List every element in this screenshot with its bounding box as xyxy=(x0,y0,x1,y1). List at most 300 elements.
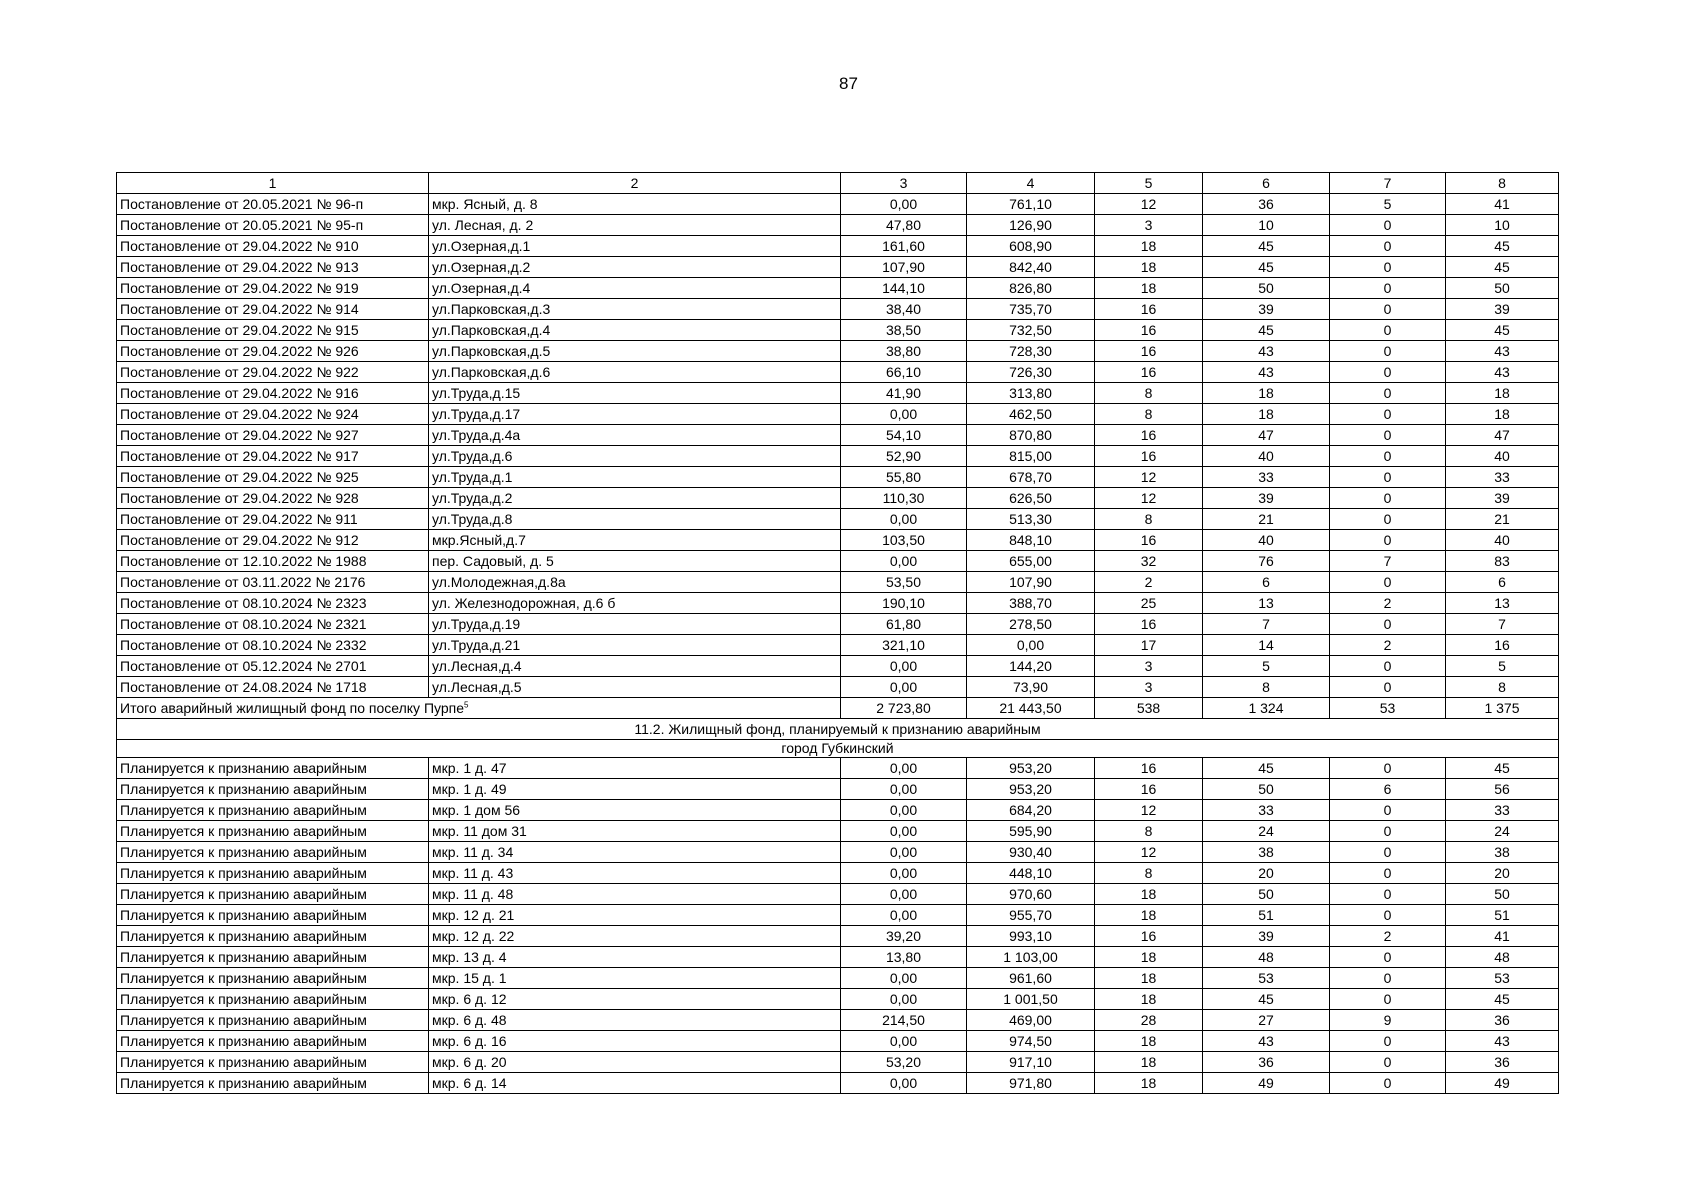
total-people-cell: 47 xyxy=(1446,425,1559,446)
address-cell: ул. Лесная, д. 2 xyxy=(429,215,841,236)
area-cell: 38,40 xyxy=(841,299,967,320)
table-row xyxy=(117,926,1559,947)
residents-cell: 51 xyxy=(1203,905,1330,926)
area-cell: 0,00 xyxy=(841,842,967,863)
households-cell: 2 xyxy=(1330,593,1446,614)
document-cell: Постановление от 29.04.2022 № 925 xyxy=(117,467,429,488)
households-cell: 0 xyxy=(1330,425,1446,446)
address-cell: ул.Труда,д.1 xyxy=(429,467,841,488)
total-area-cell: 815,00 xyxy=(967,446,1095,467)
column-number-row xyxy=(117,173,1559,194)
document-cell: Постановление от 05.12.2024 № 2701 xyxy=(117,656,429,677)
area-cell: 190,10 xyxy=(841,593,967,614)
table-row xyxy=(117,947,1559,968)
document-cell: Планируется к признанию аварийным xyxy=(117,821,429,842)
address-cell: мкр. 11 д. 48 xyxy=(429,884,841,905)
subsection-title-row xyxy=(117,740,1559,758)
table-row xyxy=(117,842,1559,863)
residents-cell: 47 xyxy=(1203,425,1330,446)
households-cell: 0 xyxy=(1330,758,1446,779)
apartments-cell: 12 xyxy=(1095,488,1203,509)
document-cell: Постановление от 20.05.2021 № 96-п xyxy=(117,194,429,215)
households-cell: 0 xyxy=(1330,821,1446,842)
table-row xyxy=(117,194,1559,215)
document-cell: Постановление от 29.04.2022 № 928 xyxy=(117,488,429,509)
address-cell: ул.Озерная,д.1 xyxy=(429,236,841,257)
total-value-cell: 1 375 xyxy=(1446,698,1559,719)
total-area-cell: 930,40 xyxy=(967,842,1095,863)
document-cell: Планируется к признанию аварийным xyxy=(117,863,429,884)
households-cell: 0 xyxy=(1330,404,1446,425)
residents-cell: 14 xyxy=(1203,635,1330,656)
total-people-cell: 45 xyxy=(1446,758,1559,779)
total-value-cell: 1 324 xyxy=(1203,698,1330,719)
area-cell: 53,50 xyxy=(841,572,967,593)
total-area-cell: 955,70 xyxy=(967,905,1095,926)
total-people-cell: 45 xyxy=(1446,236,1559,257)
apartments-cell: 28 xyxy=(1095,1010,1203,1031)
total-area-cell: 678,70 xyxy=(967,467,1095,488)
apartments-cell: 12 xyxy=(1095,800,1203,821)
households-cell: 0 xyxy=(1330,863,1446,884)
households-cell: 0 xyxy=(1330,656,1446,677)
total-area-cell: 144,20 xyxy=(967,656,1095,677)
residents-cell: 6 xyxy=(1203,572,1330,593)
document-cell: Постановление от 12.10.2022 № 1988 xyxy=(117,551,429,572)
apartments-cell: 16 xyxy=(1095,779,1203,800)
document-cell: Постановление от 20.05.2021 № 95-п xyxy=(117,215,429,236)
households-cell: 0 xyxy=(1330,467,1446,488)
total-area-cell: 595,90 xyxy=(967,821,1095,842)
document-cell: Постановление от 29.04.2022 № 914 xyxy=(117,299,429,320)
area-cell: 107,90 xyxy=(841,257,967,278)
document-cell: Постановление от 08.10.2024 № 2323 xyxy=(117,593,429,614)
address-cell: мкр. 6 д. 12 xyxy=(429,989,841,1010)
households-cell: 0 xyxy=(1330,362,1446,383)
total-area-cell: 953,20 xyxy=(967,758,1095,779)
total-people-cell: 36 xyxy=(1446,1052,1559,1073)
document-cell: Постановление от 29.04.2022 № 916 xyxy=(117,383,429,404)
total-label-cell xyxy=(117,698,841,719)
residents-cell: 43 xyxy=(1203,362,1330,383)
total-area-cell: 684,20 xyxy=(967,800,1095,821)
total-area-cell: 388,70 xyxy=(967,593,1095,614)
apartments-cell: 12 xyxy=(1095,194,1203,215)
households-cell: 0 xyxy=(1330,572,1446,593)
total-people-cell: 36 xyxy=(1446,1010,1559,1031)
residents-cell: 36 xyxy=(1203,194,1330,215)
apartments-cell: 18 xyxy=(1095,236,1203,257)
residents-cell: 50 xyxy=(1203,884,1330,905)
total-area-cell: 971,80 xyxy=(967,1073,1095,1094)
residents-cell: 27 xyxy=(1203,1010,1330,1031)
area-cell: 0,00 xyxy=(841,194,967,215)
total-area-cell: 848,10 xyxy=(967,530,1095,551)
apartments-cell: 18 xyxy=(1095,905,1203,926)
address-cell: мкр. Ясный, д. 8 xyxy=(429,194,841,215)
subsection-title: город Губкинский xyxy=(117,740,1559,758)
total-people-cell: 39 xyxy=(1446,488,1559,509)
households-cell: 0 xyxy=(1330,383,1446,404)
area-cell: 0,00 xyxy=(841,884,967,905)
total-area-cell: 655,00 xyxy=(967,551,1095,572)
table-row xyxy=(117,1073,1559,1094)
households-cell: 0 xyxy=(1330,800,1446,821)
document-cell: Постановление от 29.04.2022 № 917 xyxy=(117,446,429,467)
table-row xyxy=(117,884,1559,905)
table-row xyxy=(117,383,1559,404)
column-number-cell: 5 xyxy=(1095,173,1203,194)
area-cell: 0,00 xyxy=(841,1073,967,1094)
document-cell: Планируется к признанию аварийным xyxy=(117,968,429,989)
document-cell: Постановление от 29.04.2022 № 911 xyxy=(117,509,429,530)
residents-cell: 20 xyxy=(1203,863,1330,884)
column-number-cell: 4 xyxy=(967,173,1095,194)
households-cell: 0 xyxy=(1330,1073,1446,1094)
document-cell: Постановление от 03.11.2022 № 2176 xyxy=(117,572,429,593)
total-area-cell: 462,50 xyxy=(967,404,1095,425)
area-cell: 52,90 xyxy=(841,446,967,467)
column-number-cell: 2 xyxy=(429,173,841,194)
residents-cell: 10 xyxy=(1203,215,1330,236)
total-people-cell: 16 xyxy=(1446,635,1559,656)
address-cell: мкр. 6 д. 16 xyxy=(429,1031,841,1052)
apartments-cell: 18 xyxy=(1095,989,1203,1010)
total-people-cell: 43 xyxy=(1446,1031,1559,1052)
residents-cell: 33 xyxy=(1203,467,1330,488)
document-cell: Постановление от 29.04.2022 № 919 xyxy=(117,278,429,299)
total-value-cell: 2 723,80 xyxy=(841,698,967,719)
table-row xyxy=(117,509,1559,530)
total-area-cell: 626,50 xyxy=(967,488,1095,509)
address-cell: ул.Парковская,д.3 xyxy=(429,299,841,320)
document-cell: Планируется к признанию аварийным xyxy=(117,926,429,947)
residents-cell: 76 xyxy=(1203,551,1330,572)
document-cell: Планируется к признанию аварийным xyxy=(117,989,429,1010)
total-people-cell: 33 xyxy=(1446,800,1559,821)
total-people-cell: 43 xyxy=(1446,362,1559,383)
total-area-cell: 732,50 xyxy=(967,320,1095,341)
apartments-cell: 16 xyxy=(1095,926,1203,947)
total-area-cell: 826,80 xyxy=(967,278,1095,299)
document-cell: Планируется к признанию аварийным xyxy=(117,947,429,968)
residents-cell: 43 xyxy=(1203,1031,1330,1052)
apartments-cell: 12 xyxy=(1095,842,1203,863)
footnote-mark: 5 xyxy=(464,700,469,710)
apartments-cell: 8 xyxy=(1095,383,1203,404)
total-people-cell: 49 xyxy=(1446,1073,1559,1094)
table-row xyxy=(117,341,1559,362)
households-cell: 0 xyxy=(1330,1031,1446,1052)
total-area-cell: 970,60 xyxy=(967,884,1095,905)
total-people-cell: 40 xyxy=(1446,530,1559,551)
area-cell: 0,00 xyxy=(841,989,967,1010)
total-people-cell: 45 xyxy=(1446,320,1559,341)
total-people-cell: 33 xyxy=(1446,467,1559,488)
households-cell: 0 xyxy=(1330,299,1446,320)
area-cell: 0,00 xyxy=(841,509,967,530)
total-area-cell: 608,90 xyxy=(967,236,1095,257)
address-cell: ул.Лесная,д.5 xyxy=(429,677,841,698)
address-cell: мкр. 1 д. 49 xyxy=(429,779,841,800)
residents-cell: 39 xyxy=(1203,926,1330,947)
document-cell: Планируется к признанию аварийным xyxy=(117,1052,429,1073)
address-cell: мкр. 13 д. 4 xyxy=(429,947,841,968)
area-cell: 13,80 xyxy=(841,947,967,968)
apartments-cell: 16 xyxy=(1095,530,1203,551)
table-row xyxy=(117,530,1559,551)
residents-cell: 38 xyxy=(1203,842,1330,863)
total-value-cell: 21 443,50 xyxy=(967,698,1095,719)
table-row xyxy=(117,572,1559,593)
apartments-cell: 3 xyxy=(1095,677,1203,698)
table-row xyxy=(117,863,1559,884)
households-cell: 0 xyxy=(1330,677,1446,698)
column-number-cell: 8 xyxy=(1446,173,1559,194)
households-cell: 0 xyxy=(1330,530,1446,551)
address-cell: мкр. 6 д. 48 xyxy=(429,1010,841,1031)
apartments-cell: 16 xyxy=(1095,299,1203,320)
address-cell: ул.Труда,д.17 xyxy=(429,404,841,425)
total-people-cell: 20 xyxy=(1446,863,1559,884)
residents-cell: 21 xyxy=(1203,509,1330,530)
apartments-cell: 17 xyxy=(1095,635,1203,656)
table-row xyxy=(117,677,1559,698)
residents-cell: 50 xyxy=(1203,278,1330,299)
table-row xyxy=(117,779,1559,800)
households-cell: 2 xyxy=(1330,635,1446,656)
apartments-cell: 16 xyxy=(1095,614,1203,635)
address-cell: мкр. 6 д. 20 xyxy=(429,1052,841,1073)
table-row xyxy=(117,362,1559,383)
area-cell: 161,60 xyxy=(841,236,967,257)
total-area-cell: 126,90 xyxy=(967,215,1095,236)
address-cell: мкр. 11 дом 31 xyxy=(429,821,841,842)
total-area-cell: 761,10 xyxy=(967,194,1095,215)
table-row xyxy=(117,905,1559,926)
total-area-cell: 1 001,50 xyxy=(967,989,1095,1010)
document-cell: Планируется к признанию аварийным xyxy=(117,1010,429,1031)
apartments-cell: 18 xyxy=(1095,278,1203,299)
apartments-cell: 16 xyxy=(1095,320,1203,341)
table-row xyxy=(117,446,1559,467)
apartments-cell: 16 xyxy=(1095,362,1203,383)
area-cell: 0,00 xyxy=(841,800,967,821)
area-cell: 38,50 xyxy=(841,320,967,341)
table-row xyxy=(117,614,1559,635)
total-area-cell: 73,90 xyxy=(967,677,1095,698)
residents-cell: 48 xyxy=(1203,947,1330,968)
households-cell: 0 xyxy=(1330,446,1446,467)
document-cell: Планируется к признанию аварийным xyxy=(117,1073,429,1094)
households-cell: 5 xyxy=(1330,194,1446,215)
area-cell: 103,50 xyxy=(841,530,967,551)
total-value-cell: 538 xyxy=(1095,698,1203,719)
apartments-cell: 16 xyxy=(1095,758,1203,779)
apartments-cell: 18 xyxy=(1095,968,1203,989)
document-cell: Постановление от 29.04.2022 № 927 xyxy=(117,425,429,446)
document-cell: Постановление от 29.04.2022 № 924 xyxy=(117,404,429,425)
residents-cell: 39 xyxy=(1203,488,1330,509)
address-cell: ул.Труда,д.6 xyxy=(429,446,841,467)
address-cell: мкр.Ясный,д.7 xyxy=(429,530,841,551)
document-cell: Постановление от 29.04.2022 № 913 xyxy=(117,257,429,278)
table-row xyxy=(117,1031,1559,1052)
apartments-cell: 3 xyxy=(1095,215,1203,236)
document-cell: Планируется к признанию аварийным xyxy=(117,800,429,821)
area-cell: 0,00 xyxy=(841,968,967,989)
households-cell: 0 xyxy=(1330,509,1446,530)
residents-cell: 39 xyxy=(1203,299,1330,320)
total-people-cell: 48 xyxy=(1446,947,1559,968)
total-people-cell: 41 xyxy=(1446,194,1559,215)
residents-cell: 18 xyxy=(1203,383,1330,404)
residents-cell: 50 xyxy=(1203,779,1330,800)
total-area-cell: 726,30 xyxy=(967,362,1095,383)
total-people-cell: 39 xyxy=(1446,299,1559,320)
table-row xyxy=(117,800,1559,821)
apartments-cell: 18 xyxy=(1095,257,1203,278)
section-title-row xyxy=(117,719,1559,740)
address-cell: ул.Труда,д.2 xyxy=(429,488,841,509)
address-cell: ул.Молодежная,д.8а xyxy=(429,572,841,593)
table-row xyxy=(117,299,1559,320)
document-cell: Планируется к признанию аварийным xyxy=(117,779,429,800)
document-cell: Постановление от 29.04.2022 № 910 xyxy=(117,236,429,257)
total-people-cell: 40 xyxy=(1446,446,1559,467)
apartments-cell: 3 xyxy=(1095,656,1203,677)
total-area-cell: 513,30 xyxy=(967,509,1095,530)
document-cell: Постановление от 24.08.2024 № 1718 xyxy=(117,677,429,698)
total-people-cell: 10 xyxy=(1446,215,1559,236)
total-area-cell: 974,50 xyxy=(967,1031,1095,1052)
households-cell: 0 xyxy=(1330,947,1446,968)
total-area-cell: 0,00 xyxy=(967,635,1095,656)
area-cell: 0,00 xyxy=(841,863,967,884)
area-cell: 0,00 xyxy=(841,677,967,698)
households-cell: 0 xyxy=(1330,989,1446,1010)
households-cell: 0 xyxy=(1330,257,1446,278)
area-cell: 0,00 xyxy=(841,404,967,425)
table-row xyxy=(117,320,1559,341)
households-cell: 0 xyxy=(1330,1052,1446,1073)
households-cell: 0 xyxy=(1330,905,1446,926)
address-cell: ул.Озерная,д.4 xyxy=(429,278,841,299)
apartments-cell: 2 xyxy=(1095,572,1203,593)
address-cell: мкр. 12 д. 22 xyxy=(429,926,841,947)
apartments-cell: 16 xyxy=(1095,425,1203,446)
total-area-cell: 961,60 xyxy=(967,968,1095,989)
households-cell: 0 xyxy=(1330,968,1446,989)
apartments-cell: 12 xyxy=(1095,467,1203,488)
document-cell: Планируется к признанию аварийным xyxy=(117,842,429,863)
total-people-cell: 38 xyxy=(1446,842,1559,863)
area-cell: 214,50 xyxy=(841,1010,967,1031)
total-row xyxy=(117,698,1559,719)
total-people-cell: 8 xyxy=(1446,677,1559,698)
area-cell: 0,00 xyxy=(841,905,967,926)
residents-cell: 13 xyxy=(1203,593,1330,614)
residents-cell: 24 xyxy=(1203,821,1330,842)
households-cell: 0 xyxy=(1330,320,1446,341)
table-row xyxy=(117,467,1559,488)
address-cell: мкр. 6 д. 14 xyxy=(429,1073,841,1094)
households-cell: 0 xyxy=(1330,614,1446,635)
area-cell: 321,10 xyxy=(841,635,967,656)
address-cell: ул.Озерная,д.2 xyxy=(429,257,841,278)
households-cell: 0 xyxy=(1330,278,1446,299)
table-row xyxy=(117,656,1559,677)
total-area-cell: 107,90 xyxy=(967,572,1095,593)
apartments-cell: 16 xyxy=(1095,341,1203,362)
column-number-cell: 7 xyxy=(1330,173,1446,194)
area-cell: 38,80 xyxy=(841,341,967,362)
area-cell: 0,00 xyxy=(841,779,967,800)
residents-cell: 45 xyxy=(1203,989,1330,1010)
area-cell: 41,90 xyxy=(841,383,967,404)
address-cell: ул. Железнодорожная, д.6 б xyxy=(429,593,841,614)
address-cell: ул.Парковская,д.6 xyxy=(429,362,841,383)
area-cell: 0,00 xyxy=(841,551,967,572)
residents-cell: 49 xyxy=(1203,1073,1330,1094)
area-cell: 66,10 xyxy=(841,362,967,383)
table-row xyxy=(117,1010,1559,1031)
address-cell: мкр. 12 д. 21 xyxy=(429,905,841,926)
total-label: Итого аварийный жилищный фонд по поселку Пурпе xyxy=(120,700,464,716)
households-cell: 9 xyxy=(1330,1010,1446,1031)
total-area-cell: 278,50 xyxy=(967,614,1095,635)
total-people-cell: 83 xyxy=(1446,551,1559,572)
area-cell: 54,10 xyxy=(841,425,967,446)
total-area-cell: 469,00 xyxy=(967,1010,1095,1031)
households-cell: 0 xyxy=(1330,215,1446,236)
document-cell: Постановление от 29.04.2022 № 915 xyxy=(117,320,429,341)
total-area-cell: 917,10 xyxy=(967,1052,1095,1073)
total-area-cell: 1 103,00 xyxy=(967,947,1095,968)
area-cell: 0,00 xyxy=(841,1031,967,1052)
address-cell: ул.Труда,д.8 xyxy=(429,509,841,530)
households-cell: 7 xyxy=(1330,551,1446,572)
address-cell: ул.Труда,д.21 xyxy=(429,635,841,656)
table-row xyxy=(117,404,1559,425)
total-area-cell: 870,80 xyxy=(967,425,1095,446)
residents-cell: 18 xyxy=(1203,404,1330,425)
total-people-cell: 45 xyxy=(1446,257,1559,278)
total-people-cell: 50 xyxy=(1446,278,1559,299)
table-row xyxy=(117,821,1559,842)
households-cell: 2 xyxy=(1330,926,1446,947)
total-people-cell: 24 xyxy=(1446,821,1559,842)
apartments-cell: 8 xyxy=(1095,509,1203,530)
document-cell: Постановление от 08.10.2024 № 2332 xyxy=(117,635,429,656)
total-area-cell: 313,80 xyxy=(967,383,1095,404)
address-cell: мкр. 1 дом 56 xyxy=(429,800,841,821)
total-people-cell: 7 xyxy=(1446,614,1559,635)
area-cell: 0,00 xyxy=(841,821,967,842)
residents-cell: 40 xyxy=(1203,446,1330,467)
apartments-cell: 18 xyxy=(1095,884,1203,905)
total-people-cell: 41 xyxy=(1446,926,1559,947)
households-cell: 0 xyxy=(1330,488,1446,509)
residents-cell: 45 xyxy=(1203,257,1330,278)
apartments-cell: 8 xyxy=(1095,863,1203,884)
total-people-cell: 18 xyxy=(1446,404,1559,425)
residents-cell: 40 xyxy=(1203,530,1330,551)
address-cell: мкр. 11 д. 43 xyxy=(429,863,841,884)
area-cell: 55,80 xyxy=(841,467,967,488)
document-cell: Планируется к признанию аварийным xyxy=(117,758,429,779)
apartments-cell: 25 xyxy=(1095,593,1203,614)
